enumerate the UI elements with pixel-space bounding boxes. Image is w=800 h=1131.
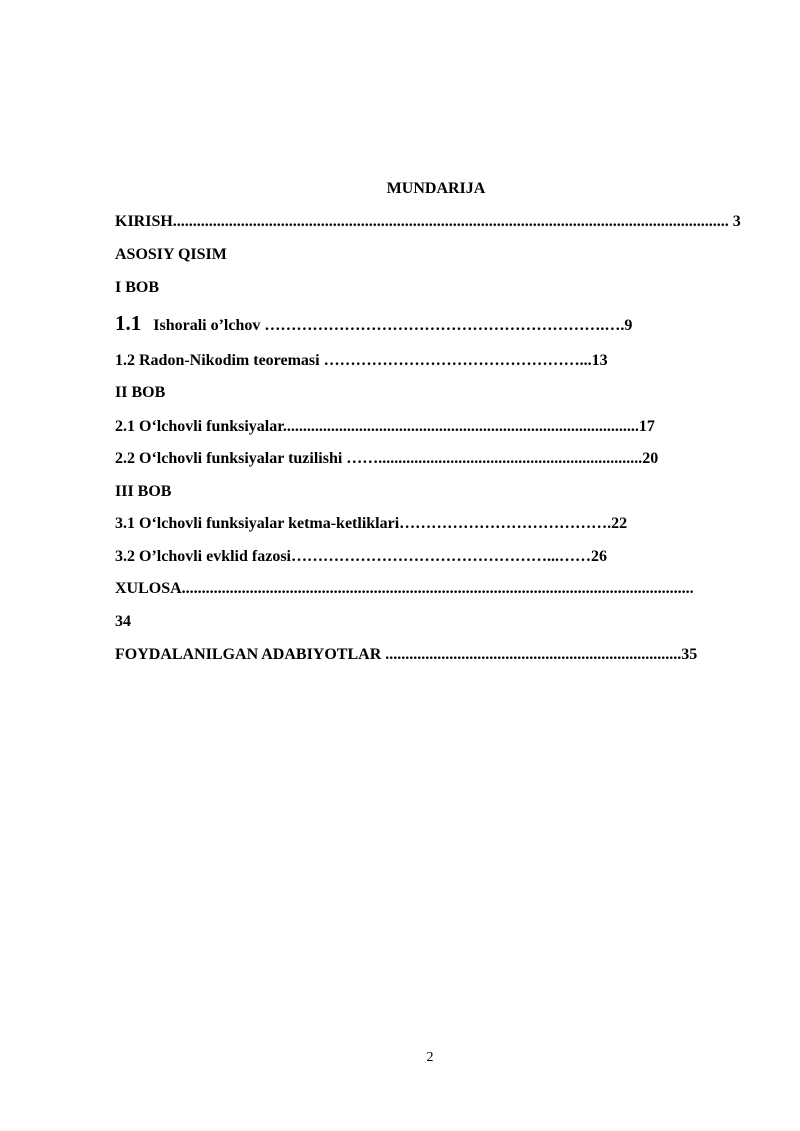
toc-entry-1-1 <box>115 311 632 336</box>
toc-entry-2-2: 2.2 O‘lchovli funksiyalar tuzilishi ……..................................................................20 <box>115 450 659 467</box>
toc-entry-xulosa: XULOSA................................................................................................................................ <box>115 580 694 597</box>
toc-entry-2-1: 2.1 O‘lchovli funksiyalar.........................................................................................17 <box>115 418 655 435</box>
toc-entry-ii-bob: II BOB <box>115 384 166 401</box>
toc-entry-1-1-number: 1.1 <box>115 311 142 335</box>
toc-entry-kirish: KIRISH........................................................................................................................................... 3 <box>115 213 741 230</box>
toc-entry-adabiyotlar: FOYDALANILGAN ADABIYOTLAR ..........................................................................35 <box>115 646 698 663</box>
page-title: MUNDARIJA <box>386 180 486 197</box>
toc-entry-3-1: 3.1 O‘lchovli funksiyalar ketma-ketliklari………………………………….22 <box>115 515 628 532</box>
toc-entry-1-2: 1.2 Radon-Nikodim teoremasi …………………………………………...13 <box>115 352 608 369</box>
toc-entry-iii-bob: III BOB <box>115 483 172 500</box>
toc-entry-asosiy-qisim: ASOSIY QISIM <box>115 246 227 263</box>
toc-entry-3-2: 3.2 O’lchovli evklid fazosi…………………………………………...……26 <box>115 548 607 565</box>
toc-entry-i-bob: I BOB <box>115 279 160 296</box>
toc-entry-1-1-text: Ishorali o’lchov ……………………………………………………….….9 <box>153 317 633 334</box>
page-number: 2 <box>426 1050 434 1065</box>
toc-entry-xulosa-page: 34 <box>115 613 131 630</box>
